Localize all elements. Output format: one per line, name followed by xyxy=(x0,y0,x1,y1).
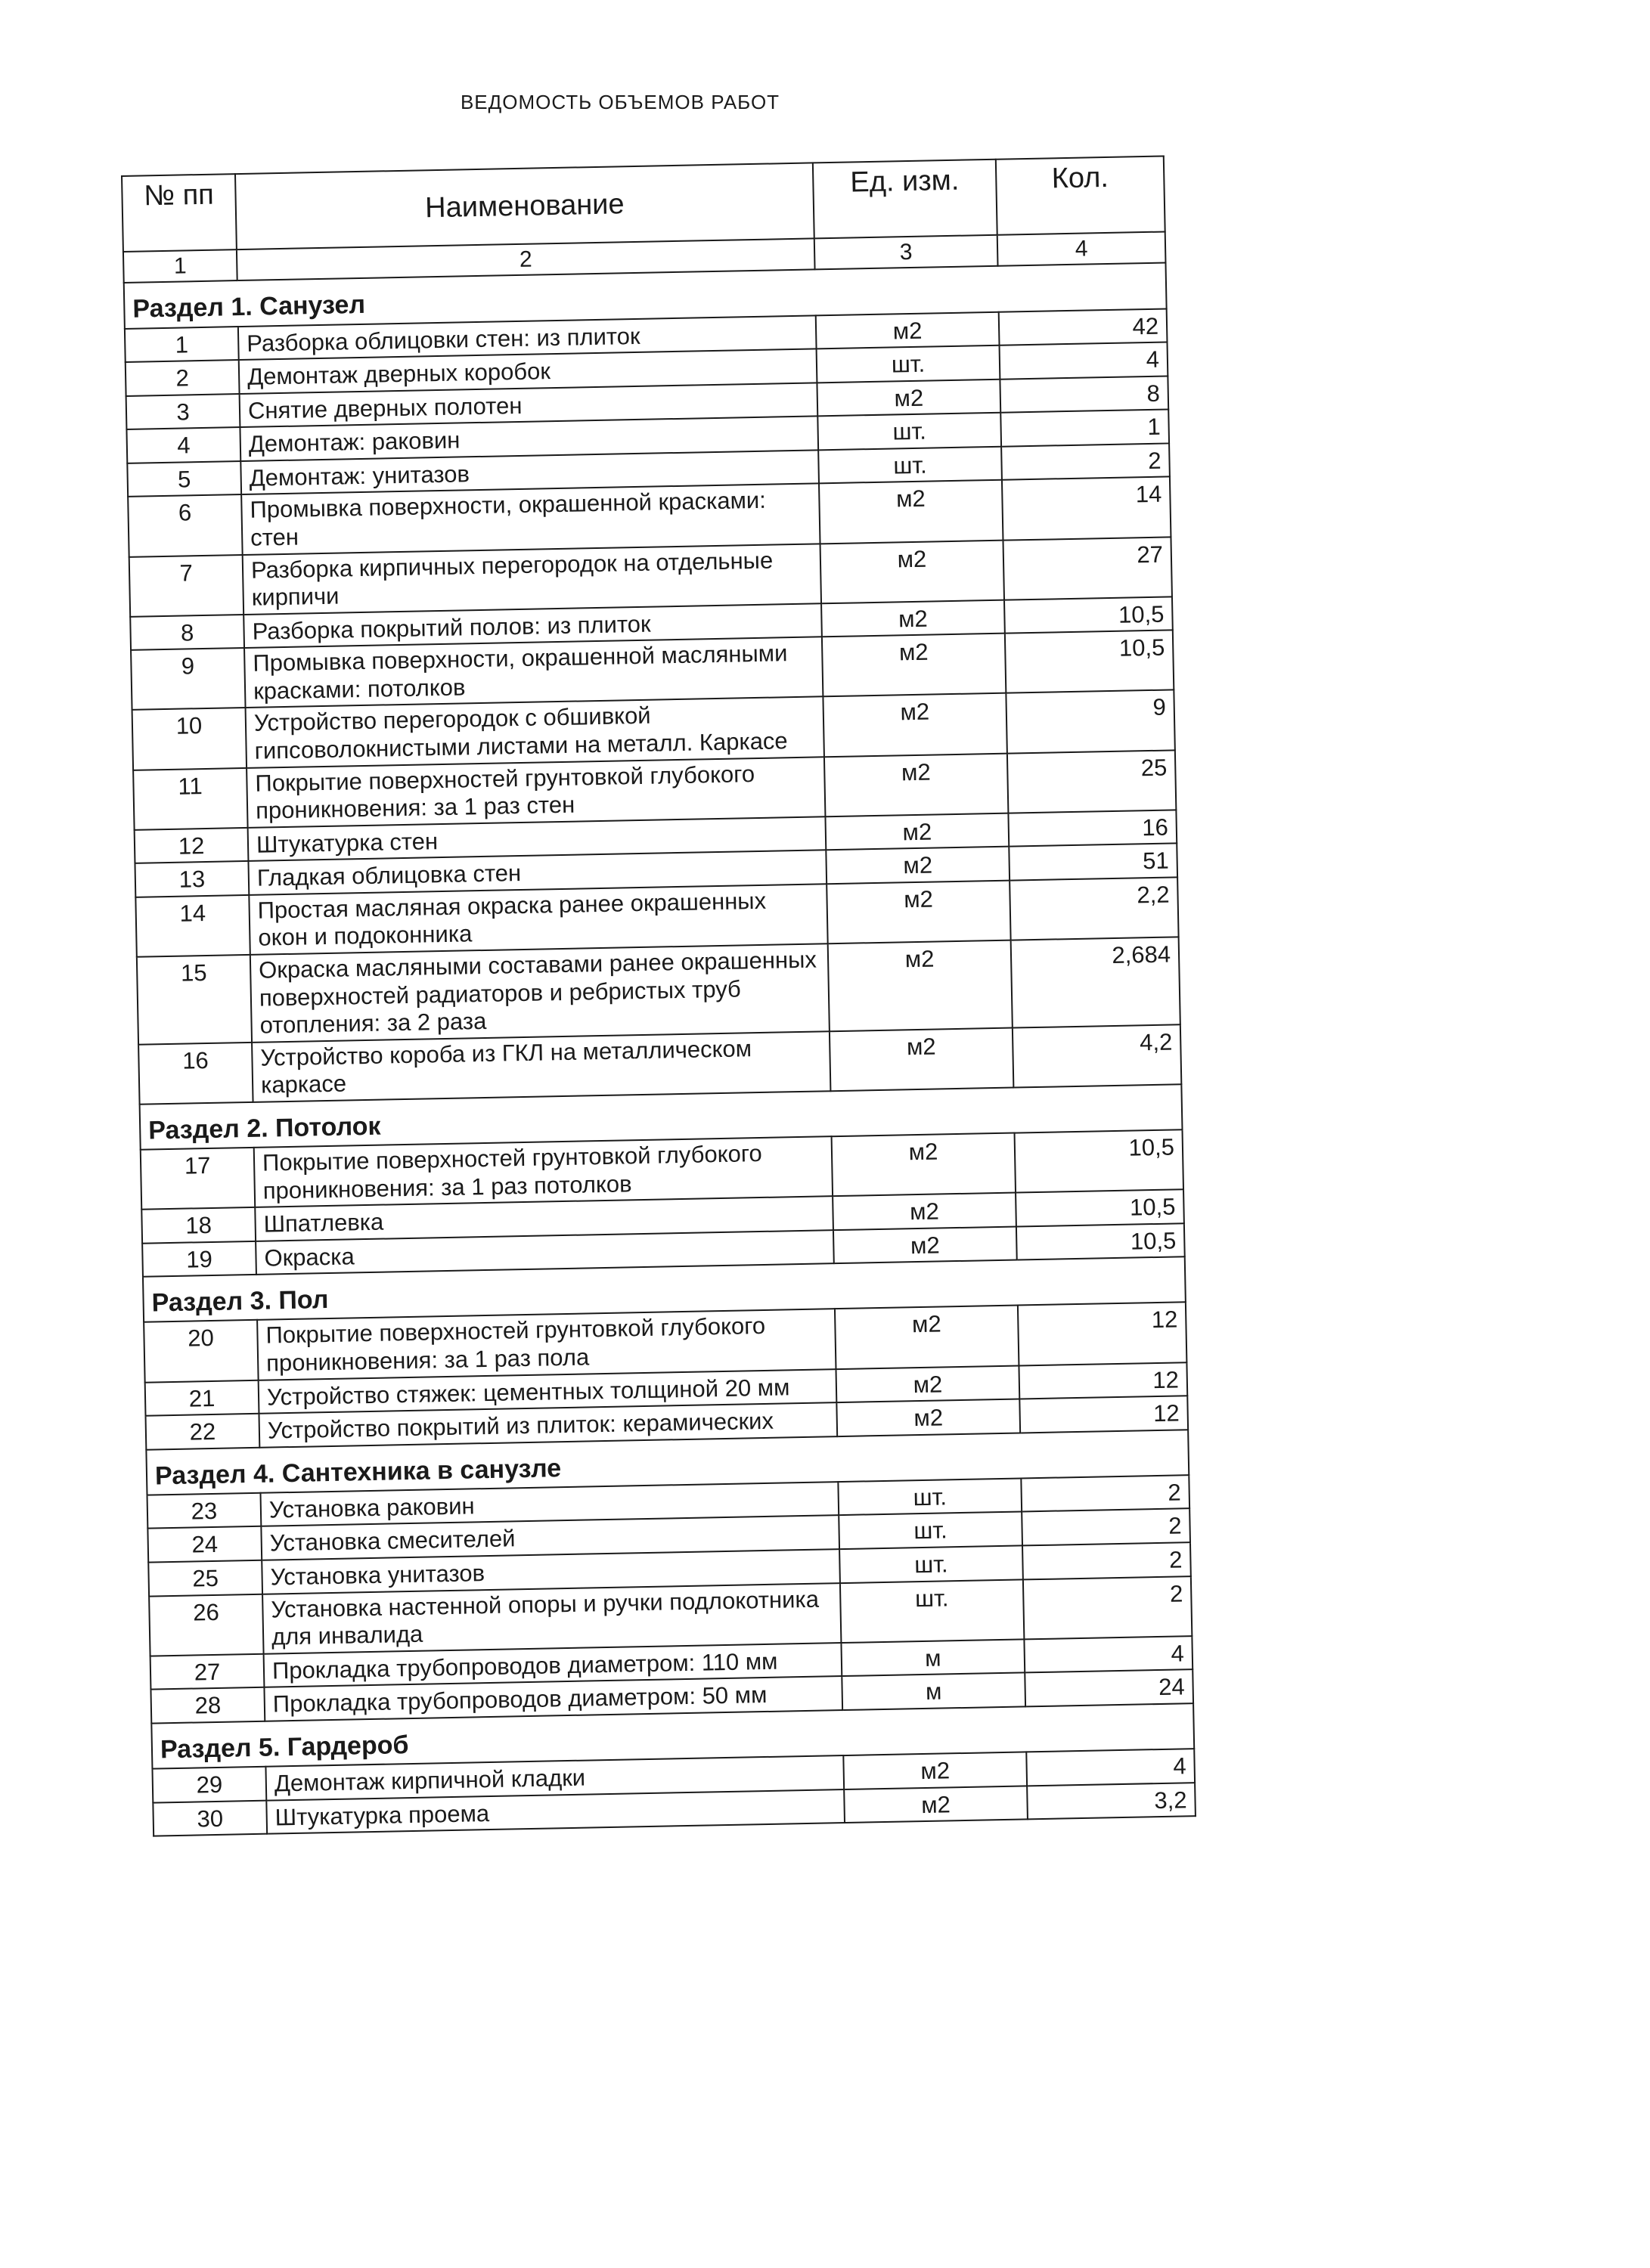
row-quantity: 1 xyxy=(1000,410,1169,447)
row-number: 11 xyxy=(133,768,247,830)
row-name: Шпатлевка xyxy=(255,1196,833,1241)
row-quantity: 4 xyxy=(1026,1749,1195,1786)
row-name: Окраска xyxy=(256,1230,834,1275)
row-number: 21 xyxy=(145,1380,259,1415)
row-name: Штукатурка стен xyxy=(248,816,827,861)
row-number: 27 xyxy=(150,1654,265,1690)
row-quantity: 2,684 xyxy=(1011,937,1180,1027)
row-unit: м2 xyxy=(827,881,1010,944)
row-unit: м2 xyxy=(824,753,1008,816)
row-unit: шт. xyxy=(840,1579,1024,1643)
row-number: 6 xyxy=(128,494,242,556)
row-number: 5 xyxy=(127,461,241,497)
row-quantity: 27 xyxy=(1003,537,1171,600)
row-unit: м2 xyxy=(833,1193,1016,1230)
row-name: Покрытие поверхностей грунтовкой глубокого проникновения: за 1 раз пола xyxy=(257,1309,836,1380)
row-number: 25 xyxy=(148,1560,262,1596)
work-volume-sheet xyxy=(121,156,1196,1837)
column-number-2: 2 xyxy=(237,238,815,280)
row-unit: м2 xyxy=(843,1752,1027,1789)
row-name: Установка унитазов xyxy=(262,1549,840,1594)
row-quantity: 2 xyxy=(1022,1509,1190,1546)
row-unit: м xyxy=(842,1673,1025,1710)
row-unit: шт. xyxy=(839,1546,1023,1583)
row-quantity: 2 xyxy=(1001,443,1170,480)
row-number: 7 xyxy=(129,555,243,617)
row-name: Покрытие поверхностей грунтовкой глубокого проникновения: за 1 раз потолков xyxy=(254,1136,833,1207)
row-number: 24 xyxy=(147,1526,262,1562)
row-name: Демонтаж: унитазов xyxy=(240,450,819,494)
row-unit: шт. xyxy=(817,413,1001,450)
row-quantity: 12 xyxy=(1019,1362,1187,1399)
row-unit: м2 xyxy=(822,634,1006,697)
row-name: Установка настенной опоры и ручки подлокотника для инвалида xyxy=(262,1583,841,1654)
row-number: 19 xyxy=(142,1241,256,1277)
table-body xyxy=(124,263,1196,1836)
row-unit: м2 xyxy=(832,1133,1016,1197)
row-unit: м xyxy=(841,1639,1025,1676)
row-quantity: 10,5 xyxy=(1004,596,1173,634)
row-quantity: 12 xyxy=(1018,1303,1186,1365)
row-unit: шт. xyxy=(838,1478,1022,1515)
row-unit: м2 xyxy=(816,311,1000,349)
row-quantity: 4,2 xyxy=(1013,1024,1181,1087)
row-unit: шт. xyxy=(818,447,1002,484)
row-number: 30 xyxy=(153,1800,267,1836)
row-name: Установка раковин xyxy=(260,1482,839,1526)
row-name: Промывка поверхности, окрашенной красками: стен xyxy=(241,484,820,555)
row-quantity: 14 xyxy=(1002,477,1171,540)
row-number: 26 xyxy=(149,1594,263,1656)
row-unit: шт. xyxy=(839,1512,1022,1549)
row-unit: шт. xyxy=(817,345,1000,383)
row-name: Демонтаж кирпичной кладки xyxy=(265,1755,844,1800)
row-name: Покрытие поверхностей грунтовкой глубокого проникновения: за 1 раз стен xyxy=(247,757,825,828)
row-unit: м2 xyxy=(826,847,1010,884)
row-number: 9 xyxy=(131,648,245,710)
row-unit: м2 xyxy=(836,1399,1020,1436)
row-unit: м2 xyxy=(817,379,1000,416)
header-number: № пп xyxy=(122,174,237,252)
row-quantity: 10,5 xyxy=(1016,1189,1184,1226)
row-quantity: 4 xyxy=(1024,1636,1193,1673)
row-unit: м2 xyxy=(830,1027,1013,1091)
row-name: Демонтаж дверных коробок xyxy=(239,349,817,393)
row-name: Окраска масляными составами ранее окрашенных поверхностей радиаторов и ребристых труб отопления: за 2 раза xyxy=(250,943,830,1042)
row-name: Прокладка трубопроводов диаметром: 110 мм xyxy=(264,1643,842,1687)
row-number: 17 xyxy=(141,1148,255,1210)
header-unit: Ед. изм. xyxy=(813,160,997,239)
row-quantity: 2,2 xyxy=(1010,877,1178,940)
row-name: Гладкая облицовка стен xyxy=(248,850,827,895)
row-unit: м2 xyxy=(828,940,1013,1031)
document-title: ВЕДОМОСТЬ ОБЪЕМОВ РАБОТ xyxy=(460,91,780,113)
row-name: Устройство короба из ГКЛ на металлическом каркасе xyxy=(252,1031,830,1102)
header-quantity: Кол. xyxy=(996,156,1165,235)
header-name: Наименование xyxy=(235,163,814,249)
column-number-4: 4 xyxy=(997,232,1166,267)
row-quantity: 2 xyxy=(1023,1576,1192,1639)
row-number: 18 xyxy=(141,1207,256,1243)
row-unit: м2 xyxy=(819,480,1003,544)
row-number: 4 xyxy=(126,427,240,463)
row-number: 14 xyxy=(135,895,250,957)
row-name: Устройство покрытий из плиток: керамических xyxy=(259,1402,837,1447)
row-number: 29 xyxy=(152,1767,266,1802)
row-unit: м2 xyxy=(836,1365,1019,1402)
row-number: 3 xyxy=(126,394,240,429)
section-title: Раздел 1. Санузел xyxy=(124,263,1167,329)
row-name: Штукатурка проема xyxy=(266,1789,845,1834)
row-unit: м2 xyxy=(835,1306,1019,1369)
section-title: Раздел 2. Потолок xyxy=(140,1084,1183,1150)
row-quantity: 10,5 xyxy=(1005,631,1174,693)
row-name: Устройство стяжек: цементных толщиной 20 мм xyxy=(259,1369,837,1414)
row-name: Снятие дверных полотен xyxy=(240,383,818,427)
row-quantity: 2 xyxy=(1022,1542,1191,1579)
row-unit: м2 xyxy=(823,693,1006,757)
row-number: 22 xyxy=(146,1414,260,1449)
row-number: 20 xyxy=(144,1320,258,1382)
work-volume-table xyxy=(121,156,1196,1837)
column-number-3: 3 xyxy=(814,235,998,270)
row-quantity: 8 xyxy=(1000,376,1168,413)
column-number-1: 1 xyxy=(123,249,237,283)
row-name: Разборка кирпичных перегородок на отдельные кирпичи xyxy=(243,544,821,615)
row-unit: м2 xyxy=(833,1226,1017,1263)
row-number: 23 xyxy=(147,1493,262,1529)
row-name: Простая масляная окраска ранее окрашенных окон и подоконника xyxy=(249,884,827,955)
row-number: 8 xyxy=(130,615,244,650)
row-number: 15 xyxy=(137,955,252,1045)
row-name: Установка смесителей xyxy=(261,1516,839,1560)
row-quantity: 10,5 xyxy=(1015,1129,1183,1192)
row-name: Разборка покрытий полов: из плиток xyxy=(243,603,822,648)
row-quantity: 12 xyxy=(1019,1396,1188,1433)
row-unit: м2 xyxy=(820,540,1004,603)
section-title: Раздел 4. Сантехника в санузле xyxy=(146,1430,1189,1495)
row-quantity: 24 xyxy=(1025,1670,1193,1707)
row-quantity: 2 xyxy=(1021,1475,1189,1512)
section-title: Раздел 3. Пол xyxy=(143,1257,1186,1323)
row-quantity: 3,2 xyxy=(1027,1783,1196,1820)
row-quantity: 4 xyxy=(1000,342,1168,380)
row-number: 1 xyxy=(125,327,239,362)
row-number: 28 xyxy=(150,1687,265,1723)
row-name: Устройство перегородок с обшивкой гипсоволокнистыми листами на металл. Каркасе xyxy=(246,697,824,768)
row-unit: м2 xyxy=(825,813,1009,850)
row-quantity: 16 xyxy=(1008,810,1177,847)
row-name: Разборка облицовки стен: из плиток xyxy=(238,315,817,360)
row-quantity: 10,5 xyxy=(1016,1223,1185,1260)
row-unit: м2 xyxy=(821,600,1005,637)
row-name: Промывка поверхности, окрашенной масляными красками: потолков xyxy=(244,637,823,708)
row-quantity: 9 xyxy=(1006,690,1174,753)
row-unit: м2 xyxy=(844,1786,1028,1823)
section-title: Раздел 5. Гардероб xyxy=(151,1703,1194,1769)
row-number: 13 xyxy=(135,861,249,897)
row-name: Прокладка трубопроводов диаметром: 50 мм xyxy=(264,1676,842,1721)
row-quantity: 25 xyxy=(1007,750,1176,813)
row-name: Демонтаж: раковин xyxy=(240,417,818,461)
row-quantity: 42 xyxy=(999,308,1168,345)
row-number: 10 xyxy=(132,708,247,770)
row-number: 2 xyxy=(126,360,240,395)
row-quantity: 51 xyxy=(1009,844,1177,881)
row-number: 12 xyxy=(135,828,249,863)
row-number: 16 xyxy=(138,1043,253,1105)
